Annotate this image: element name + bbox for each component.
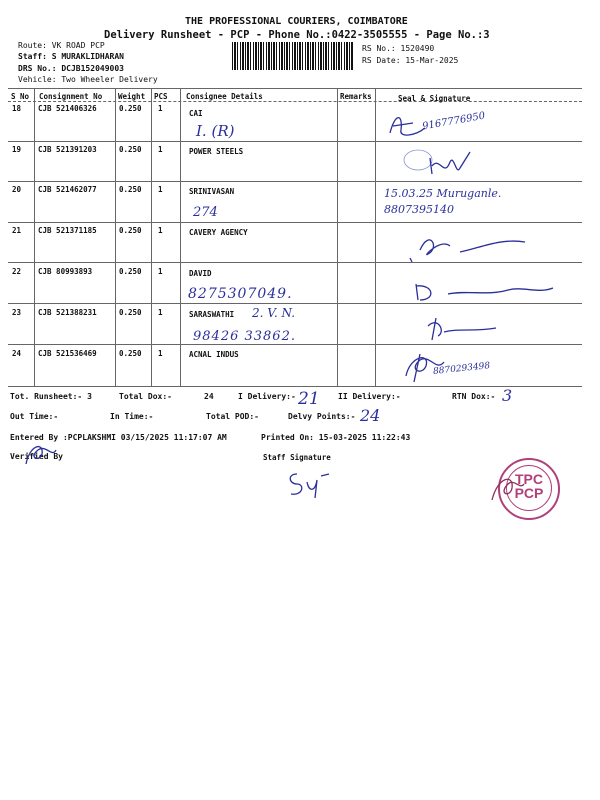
row-sno: 21 <box>12 226 22 235</box>
drs-number: DRS No.: DCJB152049003 <box>18 64 124 73</box>
row-sno: 19 <box>12 145 22 154</box>
handwritten-rtn-dox: 3 <box>502 386 513 405</box>
handwritten-phone: 8870293498 <box>432 361 491 377</box>
rtn-dox-label: RTN Dox:- <box>452 392 496 401</box>
row-weight: 0.250 <box>119 267 142 276</box>
row-consignment: CJB 521391203 <box>38 145 97 154</box>
row-pcs: 1 <box>158 145 163 154</box>
column-divider <box>180 88 181 386</box>
vehicle-label: Vehicle: Two Wheeler Delivery <box>18 75 158 84</box>
verified-by-label: Verified By <box>10 452 63 461</box>
row-consignment: CJB 521536469 <box>38 349 97 358</box>
table-bottom-border <box>8 386 582 387</box>
handwritten-phone: 98426 33862. <box>193 329 296 344</box>
row-pcs: 1 <box>158 226 163 235</box>
row-consignee: DAVID <box>189 269 212 278</box>
row-consignment: CJB 521406326 <box>38 104 97 113</box>
row-weight: 0.250 <box>119 145 142 154</box>
row-consignee: CAI <box>189 109 203 118</box>
row-divider <box>8 141 582 142</box>
handwritten-note: 2. V. N. <box>252 306 296 320</box>
route-label: Route: VK ROAD PCP <box>18 41 105 50</box>
row-consignee: SARASWATHI <box>189 310 235 319</box>
entered-by: Entered By :PCPLAKSHMI 03/15/2025 11:17:07 AM <box>10 433 227 442</box>
staff-signature-label: Staff Signature <box>263 453 331 462</box>
column-divider <box>34 88 35 386</box>
row-sno: 22 <box>12 267 22 276</box>
col-header-pcs: PCS <box>154 92 168 101</box>
handwritten-phone: 9167776950 <box>421 110 487 133</box>
verifier-signature <box>20 440 60 468</box>
col-header-consignment: Consignment No <box>39 92 103 101</box>
signature-mark <box>400 228 530 268</box>
handwritten-signature-note: 15.03.25 Muruganle. 8807395140 <box>384 187 502 216</box>
row-pcs: 1 <box>158 185 163 194</box>
handwritten-phone: 8275307049. <box>188 286 293 302</box>
row-consignment: CJB 521388231 <box>38 308 97 317</box>
row-weight: 0.250 <box>119 349 142 358</box>
staff-label: Staff: S MURAKLIDHARAN <box>18 52 124 61</box>
company-name: THE PROFESSIONAL COURIERS, COIMBATORE <box>185 16 408 27</box>
row-sno: 23 <box>12 308 22 317</box>
row-weight: 0.250 <box>119 308 142 317</box>
row-sno: 18 <box>12 104 22 113</box>
row-weight: 0.250 <box>119 185 142 194</box>
row-consignee: POWER STEELS <box>189 147 244 156</box>
row-divider <box>8 181 582 182</box>
row-consignee: ACNAL INDUS <box>189 350 239 359</box>
total-dox-label: Total Dox:- <box>119 392 172 401</box>
row-consignment: CJB 521371185 <box>38 226 97 235</box>
col-header-sno: S No <box>11 92 30 101</box>
total-runsheet: Tot. Runsheet:- 3 <box>10 392 92 401</box>
rs-number: RS No.: 1520490 <box>362 44 435 53</box>
row-divider <box>8 344 582 345</box>
row-weight: 0.250 <box>119 226 142 235</box>
i-delivery-label: I Delivery:- <box>238 392 296 401</box>
col-header-remarks: Remarks <box>340 92 372 101</box>
stamp-text-top: TPC <box>515 471 543 487</box>
row-consignment: CJB 80993893 <box>38 267 93 276</box>
runsheet-title: Delivery Runsheet - PCP - Phone No.:0422-3505555 - Page No.:3 <box>104 29 490 41</box>
in-time-label: In Time:- <box>110 412 154 421</box>
row-pcs: 1 <box>158 349 163 358</box>
col-header-consignee: Consignee Details <box>186 92 263 101</box>
row-divider <box>8 222 582 223</box>
ii-delivery-label: II Delivery:- <box>338 392 401 401</box>
row-sno: 20 <box>12 185 22 194</box>
column-divider <box>151 88 152 386</box>
row-pcs: 1 <box>158 104 163 113</box>
signature-mark <box>408 280 558 304</box>
row-consignment: CJB 521462077 <box>38 185 97 194</box>
column-divider <box>115 88 116 386</box>
out-time-label: Out Time:- <box>10 412 59 421</box>
stamp-signature-mark <box>488 470 528 510</box>
handwritten-delvy-points: 24 <box>360 406 381 425</box>
barcode-graphic <box>232 42 354 70</box>
row-pcs: 1 <box>158 308 163 317</box>
table-header-border <box>8 101 582 102</box>
staff-signature-mark <box>285 468 335 500</box>
stamp-text-bottom: PCP <box>514 485 544 501</box>
col-header-weight: Weight <box>118 92 146 101</box>
handwritten-note: I. (R) <box>196 122 235 140</box>
row-consignee: CAVERY AGENCY <box>189 228 248 237</box>
row-consignee: SRINIVASAN <box>189 187 235 196</box>
signature-mark <box>400 346 460 386</box>
rs-date: RS Date: 15-Mar-2025 <box>362 56 459 65</box>
total-dox-value: 24 <box>204 392 214 401</box>
column-divider <box>375 88 376 386</box>
row-sno: 24 <box>12 349 22 358</box>
handwritten-note: 274 <box>193 205 218 220</box>
table-top-border <box>8 88 582 89</box>
handwritten-i-delivery: 21 <box>298 389 320 409</box>
signature-mark <box>424 314 504 344</box>
delvy-points-label: Delvy Points:- <box>288 412 356 421</box>
total-pod-label: Total POD:- <box>206 412 259 421</box>
printed-on: Printed On: 15-03-2025 11:22:43 <box>261 433 411 442</box>
signature-mark <box>400 148 480 180</box>
col-header-seal: Seal & Signature <box>398 94 471 103</box>
column-divider <box>337 88 338 386</box>
signature-mark <box>385 108 435 143</box>
row-pcs: 1 <box>158 267 163 276</box>
row-weight: 0.250 <box>119 104 142 113</box>
